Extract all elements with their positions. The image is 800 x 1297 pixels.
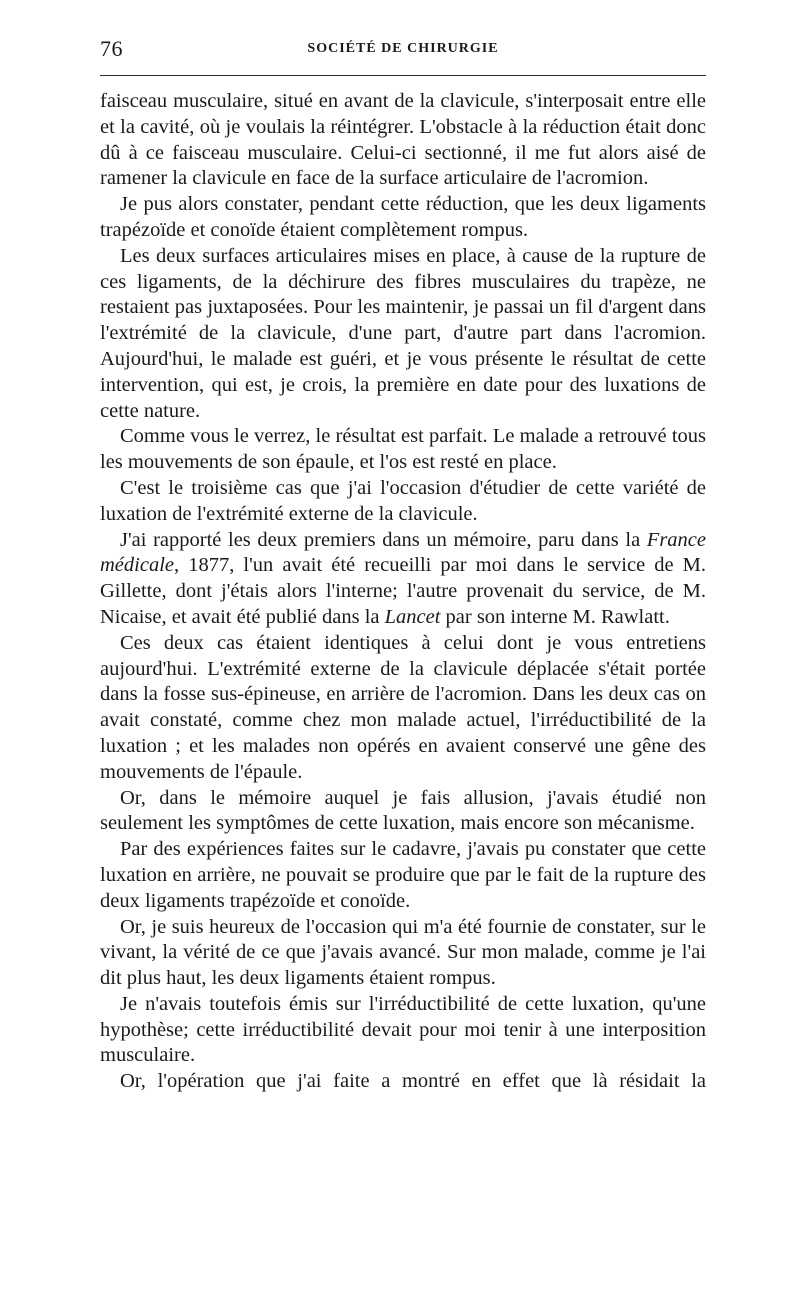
paragraph: Ces deux cas étaient identiques à celui dont je vous entretiens aujourd'hui. L'extrémité externe de la clavicule déplacée s'était portée dans la fosse sus-épineuse, en arrière de l'acromion. Dans les deux cas on avait constaté, comme chez mon malade actuel, l'irréductibilité de la luxation ; et les malades non opérés en avaient conservé une gêne des mouvements de l'épaule. xyxy=(100,631,706,783)
paragraph: Je pus alors constater, pendant cette réduction, que les deux ligaments trapézoïde et conoïde étaient complètement rompus. xyxy=(100,193,706,241)
page-number: 76 xyxy=(100,36,123,61)
paragraph-text: , 1877, l'un avait été recueilli par moi dans le service de M. Gillette, dont j'étais alors l'interne; l'autre provenait du service, de M. Nicaise, et avait été publié dans la xyxy=(100,554,706,628)
running-head: SOCIÉTÉ DE CHIRURGIE xyxy=(307,41,499,56)
paragraph: faisceau musculaire, situé en avant de la clavicule, s'interposait entre elle et la cavité, où je voulais la réintégrer. L'obstacle à la réduction était donc dû à ce faisceau musculaire. Celui-ci sectionné, il me fut alors aisé de ramener la clavicule en face de la surface articulaire de l'acromion. xyxy=(100,90,706,190)
paragraph: Comme vous le verrez, le résultat est parfait. Le malade a retrouvé tous les mouvements de son épaule, et l'os est resté en place. xyxy=(100,425,706,474)
paragraph xyxy=(100,528,706,631)
header-rule xyxy=(100,75,706,76)
journal-title: France médicale xyxy=(100,528,706,577)
paragraph: Les deux surfaces articulaires mises en place, à cause de la rupture de ces ligaments, de la déchirure des fibres musculaires du trapèze, ne restaient pas juxtaposées. Pour les maintenir, je passai un fil d'argent dans l'extrémité de la clavicule, d'une part, d'autre part dans l'acromion. Aujourd'hui, le malade est guéri, et je vous présente le résultat de cette intervention, qui est, je crois, la première en date pour des luxations de cette nature. xyxy=(100,244,706,422)
paragraph: Or, l'opération que j'ai faite a montré en effet que là résidait la xyxy=(120,1070,706,1093)
paragraph: C'est le troisième cas que j'ai l'occasion d'étudier de cette variété de luxation de l'extrémité externe de la clavicule. xyxy=(100,476,706,525)
paragraph-text: par son interne M. Rawlatt. xyxy=(440,605,670,628)
paragraph: Or, dans le mémoire auquel je fais allusion, j'avais étudié non seulement les symptômes de cette luxation, mais encore son mécanisme. xyxy=(100,786,706,835)
paragraph-text: J'ai rapporté les deux premiers dans un mémoire, paru dans la xyxy=(120,528,647,551)
paragraph: Or, je suis heureux de l'occasion qui m'a été fournie de constater, sur le vivant, la vérité de ce que j'avais avancé. Sur mon malade, comme je l'ai dit plus haut, les deux ligaments étaient rompus. xyxy=(100,915,706,990)
journal-title: Lancet xyxy=(384,605,441,628)
paragraph: Je n'avais toutefois émis sur l'irréductibilité de cette luxation, qu'une hypothèse; cette irréductibilité devait pour moi tenir à une interposition musculaire. xyxy=(100,992,706,1067)
paragraph: Par des expériences faites sur le cadavre, j'avais pu constater que cette luxation en arrière, ne pouvait se produire que par le fait de la rupture des deux ligaments trapézoïde et conoïde. xyxy=(100,838,706,912)
page-header xyxy=(100,36,706,66)
body-text xyxy=(100,89,706,1095)
